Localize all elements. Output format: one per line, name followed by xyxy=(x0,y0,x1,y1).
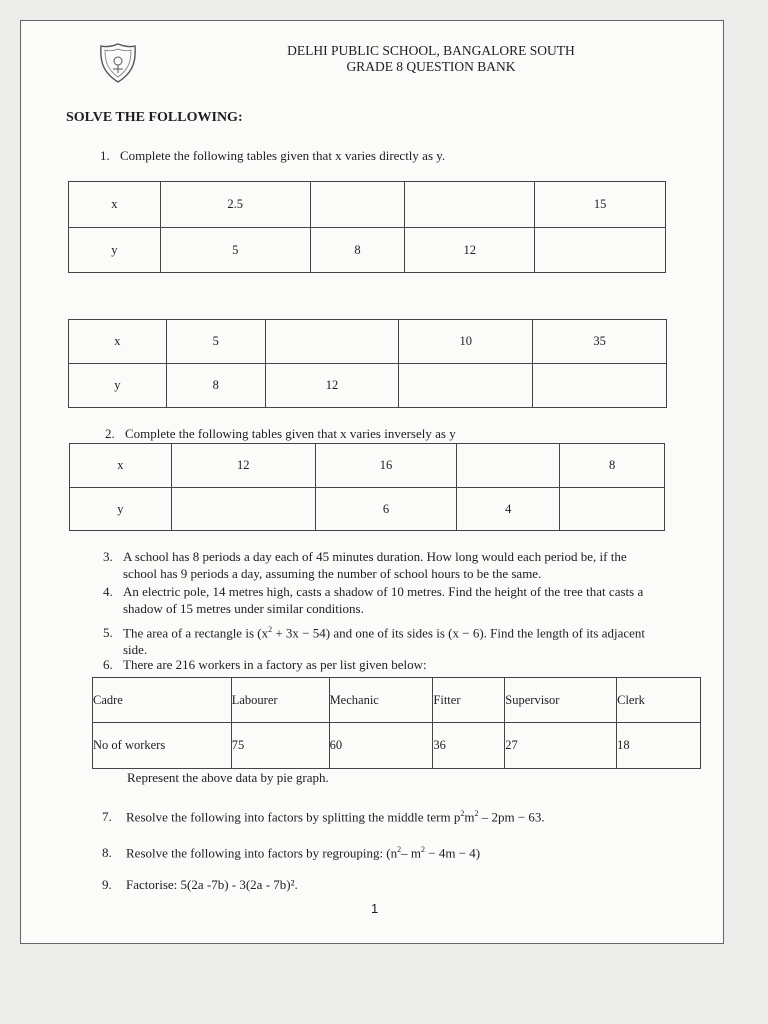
school-name: DELHI PUBLIC SCHOOL, BANGALORE SOUTH xyxy=(287,43,575,58)
exponent: 2 xyxy=(421,845,426,854)
question-number: 9. xyxy=(102,877,112,892)
table-cell xyxy=(171,488,315,531)
table-cell: x xyxy=(70,444,172,488)
table-cell: 16 xyxy=(315,444,457,488)
table-cell: 8 xyxy=(310,228,405,273)
table-cell xyxy=(560,488,665,531)
question-text: – 2pm − 63. xyxy=(478,809,545,825)
table-header-cell: Clerk xyxy=(617,678,701,723)
table-cell: 8 xyxy=(166,364,265,408)
table-cell: 60 xyxy=(329,723,433,769)
question-text: + 3x − 54) and one of its sides is (x − 6). Find the length of its adjacent xyxy=(272,625,646,641)
document-header xyxy=(231,43,631,75)
question-number: 3. xyxy=(103,549,113,564)
question-3 xyxy=(103,548,627,582)
table-cell: 75 xyxy=(231,723,329,769)
question-text: Complete the following tables given that x varies inversely as y xyxy=(125,426,456,441)
question-6 xyxy=(103,656,427,673)
question-text-line: side. xyxy=(123,642,148,658)
table-row-y xyxy=(70,488,665,531)
table-cell: 12 xyxy=(405,228,535,273)
question-text: Complete the following tables given that x varies directly as y. xyxy=(120,148,446,163)
question-9 xyxy=(102,876,298,893)
table-cell xyxy=(535,228,666,273)
question-number: 2. xyxy=(105,426,115,441)
exponent: 2 xyxy=(268,625,273,634)
table-cell: 6 xyxy=(315,488,457,531)
table-cell: x xyxy=(69,320,167,364)
question-text-line: school has 9 periods a day, assuming the number of school hours to be the same. xyxy=(123,566,542,581)
question-text: m xyxy=(464,809,475,825)
question-number: 6. xyxy=(103,657,113,672)
table-row-y xyxy=(69,228,666,273)
question-number: 8. xyxy=(102,845,112,861)
table-header-row xyxy=(93,678,701,723)
table-cell: 12 xyxy=(265,364,399,408)
question-text: The area of a rectangle is (x xyxy=(123,625,269,641)
school-crest-icon xyxy=(99,42,137,84)
direct-variation-table-2 xyxy=(68,319,667,408)
question-number: 4. xyxy=(103,584,113,599)
table-cell xyxy=(533,364,667,408)
question-text-line: shadow of 15 metres under similar conditions. xyxy=(123,601,364,616)
table-cell: 36 xyxy=(433,723,505,769)
section-title: SOLVE THE FOLLOWING: xyxy=(66,110,243,125)
table-cell: y xyxy=(69,364,167,408)
question-number: 1. xyxy=(100,148,110,163)
table-cell: 35 xyxy=(533,320,667,364)
question-text-line: An electric pole, 14 metres high, casts a shadow of 10 metres. Find the height of the tree that casts a xyxy=(123,584,644,599)
question-8 xyxy=(102,841,480,861)
table-cell: 8 xyxy=(560,444,665,488)
table-cell: 15 xyxy=(535,182,666,228)
table-cell xyxy=(457,444,560,488)
table-row-x xyxy=(70,444,665,488)
table-row-x xyxy=(69,182,666,228)
question-text: Factorise: 5(2a -7b) - 3(2a - 7b)². xyxy=(126,877,298,892)
question-text: Resolve the following into factors by regrouping: (n xyxy=(126,845,398,861)
inverse-variation-table xyxy=(69,443,665,531)
table-header-cell: Fitter xyxy=(433,678,505,723)
question-text: Resolve the following into factors by splitting the middle term p xyxy=(126,809,461,825)
table-cell: No of workers xyxy=(93,723,232,769)
table-cell: 27 xyxy=(505,723,617,769)
exponent: 2 xyxy=(460,809,465,818)
table-cell xyxy=(265,320,399,364)
table-header-cell: Supervisor xyxy=(505,678,617,723)
question-1 xyxy=(100,147,445,164)
page-number: 1 xyxy=(371,901,379,916)
question-number: 7. xyxy=(102,809,112,825)
question-2 xyxy=(105,425,456,442)
table-cell: 4 xyxy=(457,488,560,531)
table-cell: y xyxy=(69,228,161,273)
question-text-line: A school has 8 periods a day each of 45 minutes duration. How long would each period be, if the xyxy=(123,549,627,564)
table-cell xyxy=(405,182,535,228)
question-4 xyxy=(103,583,643,617)
question-5 xyxy=(103,621,645,658)
question-text: – m xyxy=(401,845,422,861)
table-cell: 2.5 xyxy=(160,182,310,228)
table-cell: y xyxy=(70,488,172,531)
table-cell xyxy=(399,364,533,408)
direct-variation-table-1 xyxy=(68,181,666,273)
document-subtitle: GRADE 8 QUESTION BANK xyxy=(346,59,516,74)
table-header-cell: Labourer xyxy=(231,678,329,723)
table-row-y xyxy=(69,364,667,408)
question-text: − 4m − 4) xyxy=(425,845,481,861)
table-cell: 5 xyxy=(160,228,310,273)
question-page xyxy=(20,20,724,944)
exponent: 2 xyxy=(397,845,402,854)
table-header-cell: Mechanic xyxy=(329,678,433,723)
question-number: 5. xyxy=(103,625,113,641)
exponent: 2 xyxy=(474,809,479,818)
question-6-instruction: Represent the above data by pie graph. xyxy=(127,770,329,785)
table-row-x xyxy=(69,320,667,364)
question-text: There are 216 workers in a factory as per list given below: xyxy=(123,657,427,672)
table-cell xyxy=(310,182,405,228)
table-cell: x xyxy=(69,182,161,228)
table-header-cell: Cadre xyxy=(93,678,232,723)
question-7 xyxy=(102,805,545,825)
table-cell: 12 xyxy=(171,444,315,488)
table-cell: 10 xyxy=(399,320,533,364)
table-row xyxy=(93,723,701,769)
workers-table xyxy=(92,677,701,769)
table-cell: 18 xyxy=(617,723,701,769)
table-cell: 5 xyxy=(166,320,265,364)
